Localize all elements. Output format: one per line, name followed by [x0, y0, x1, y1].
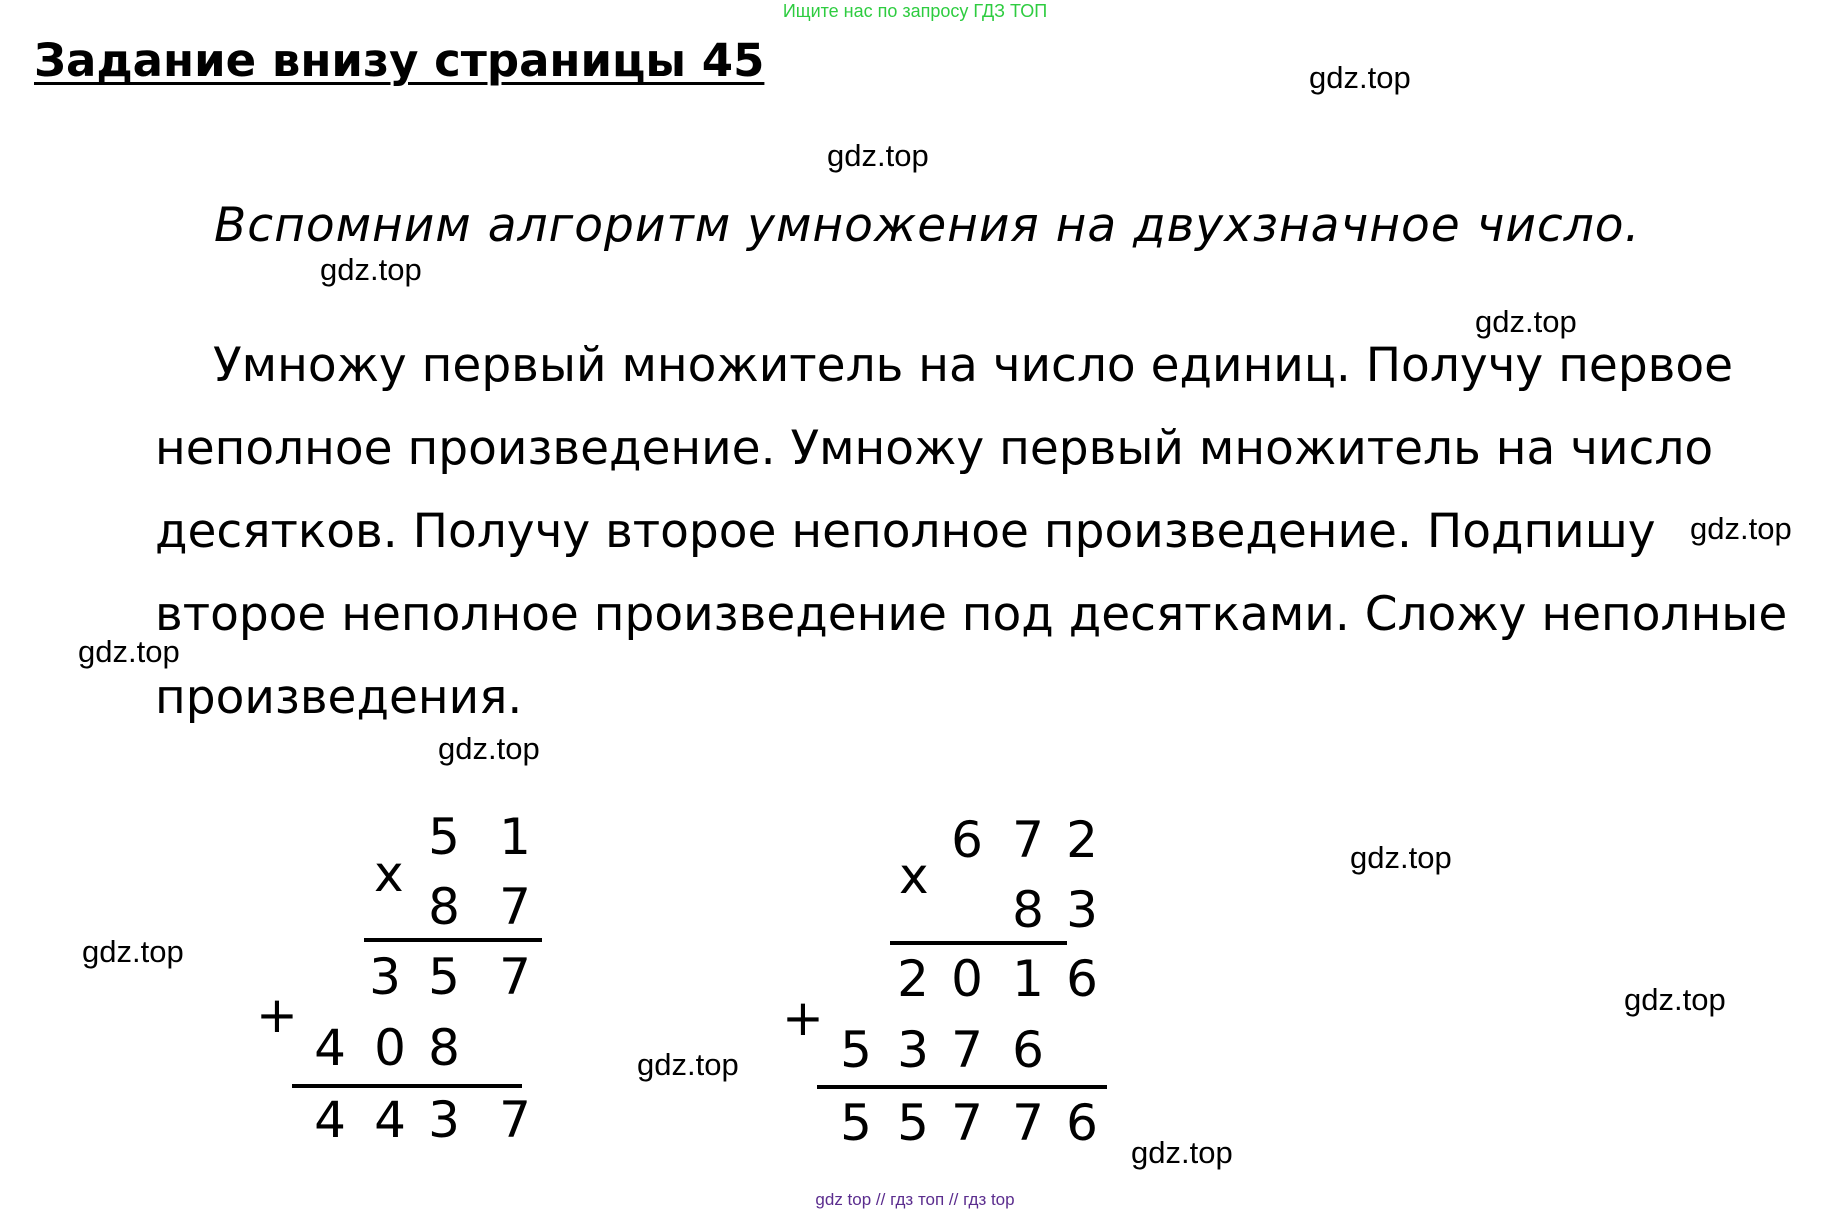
- digit: 7: [951, 1021, 983, 1079]
- multiply-sign: x: [374, 845, 404, 903]
- watermark: gdz.top: [320, 252, 422, 287]
- digit: 8: [428, 878, 460, 936]
- algorithm-paragraph: Умножу первый множитель на число единиц. Получу первое неполное произведение. Умножу первый множитель на число десятков. Получу второе неполное произведение. Подпишу второе неполное произведение под десятками. Сложу неполные произведения.: [155, 338, 1788, 725]
- digit: 4: [314, 1019, 346, 1077]
- digit: 5: [428, 948, 460, 1006]
- watermark: gdz.top: [827, 138, 929, 173]
- digit: 4: [374, 1091, 406, 1149]
- page-title: Задание внизу страницы 45: [34, 34, 765, 87]
- multiplication-line: [364, 938, 542, 942]
- digit: 1: [499, 808, 531, 866]
- digit: 6: [951, 811, 983, 869]
- digit: 7: [499, 1091, 531, 1149]
- addition-line: [292, 1084, 522, 1088]
- digit: 6: [1066, 950, 1098, 1008]
- digit: 0: [374, 1019, 406, 1077]
- digit: 6: [1066, 1094, 1098, 1152]
- multiply-sign: x: [899, 847, 929, 905]
- digit: 5: [840, 1021, 872, 1079]
- watermark: gdz.top: [1624, 982, 1726, 1017]
- digit: 8: [1012, 881, 1044, 939]
- digit: 5: [897, 1094, 929, 1152]
- watermark: gdz.top: [637, 1047, 739, 1082]
- digit: 2: [897, 950, 929, 1008]
- subtitle: Вспомним алгоритм умножения на двухзначное число.: [214, 198, 1641, 253]
- watermark: gdz.top: [1309, 60, 1411, 95]
- digit: 3: [1066, 881, 1098, 939]
- watermark: gdz.top: [1350, 840, 1452, 875]
- digit: 7: [1012, 1094, 1044, 1152]
- addition-line: [817, 1085, 1107, 1089]
- watermark: gdz.top: [438, 731, 540, 766]
- plus-sign: +: [782, 989, 824, 1047]
- digit: 7: [1012, 811, 1044, 869]
- digit: 3: [428, 1091, 460, 1149]
- digit: 2: [1066, 811, 1098, 869]
- digit: 0: [951, 950, 983, 1008]
- footer-links: gdz top // гдз топ // гдз top: [815, 1190, 1015, 1209]
- watermark: gdz.top: [1690, 511, 1792, 546]
- digit: 7: [499, 948, 531, 1006]
- top-banner: Ищите нас по запросу ГДЗ ТОП: [782, 1, 1048, 21]
- watermark: gdz.top: [78, 634, 180, 669]
- digit: 8: [428, 1019, 460, 1077]
- digit: 3: [369, 948, 401, 1006]
- watermark: gdz.top: [82, 934, 184, 969]
- plus-sign: +: [256, 986, 298, 1044]
- digit: 5: [840, 1094, 872, 1152]
- watermark: gdz.top: [1475, 304, 1577, 339]
- digit: 1: [1012, 950, 1044, 1008]
- watermark: gdz.top: [1131, 1135, 1233, 1170]
- digit: 5: [428, 808, 460, 866]
- digit: 4: [314, 1091, 346, 1149]
- digit: 7: [499, 878, 531, 936]
- digit: 3: [897, 1021, 929, 1079]
- digit: 6: [1012, 1021, 1044, 1079]
- multiplication-line: [890, 941, 1067, 945]
- digit: 7: [951, 1094, 983, 1152]
